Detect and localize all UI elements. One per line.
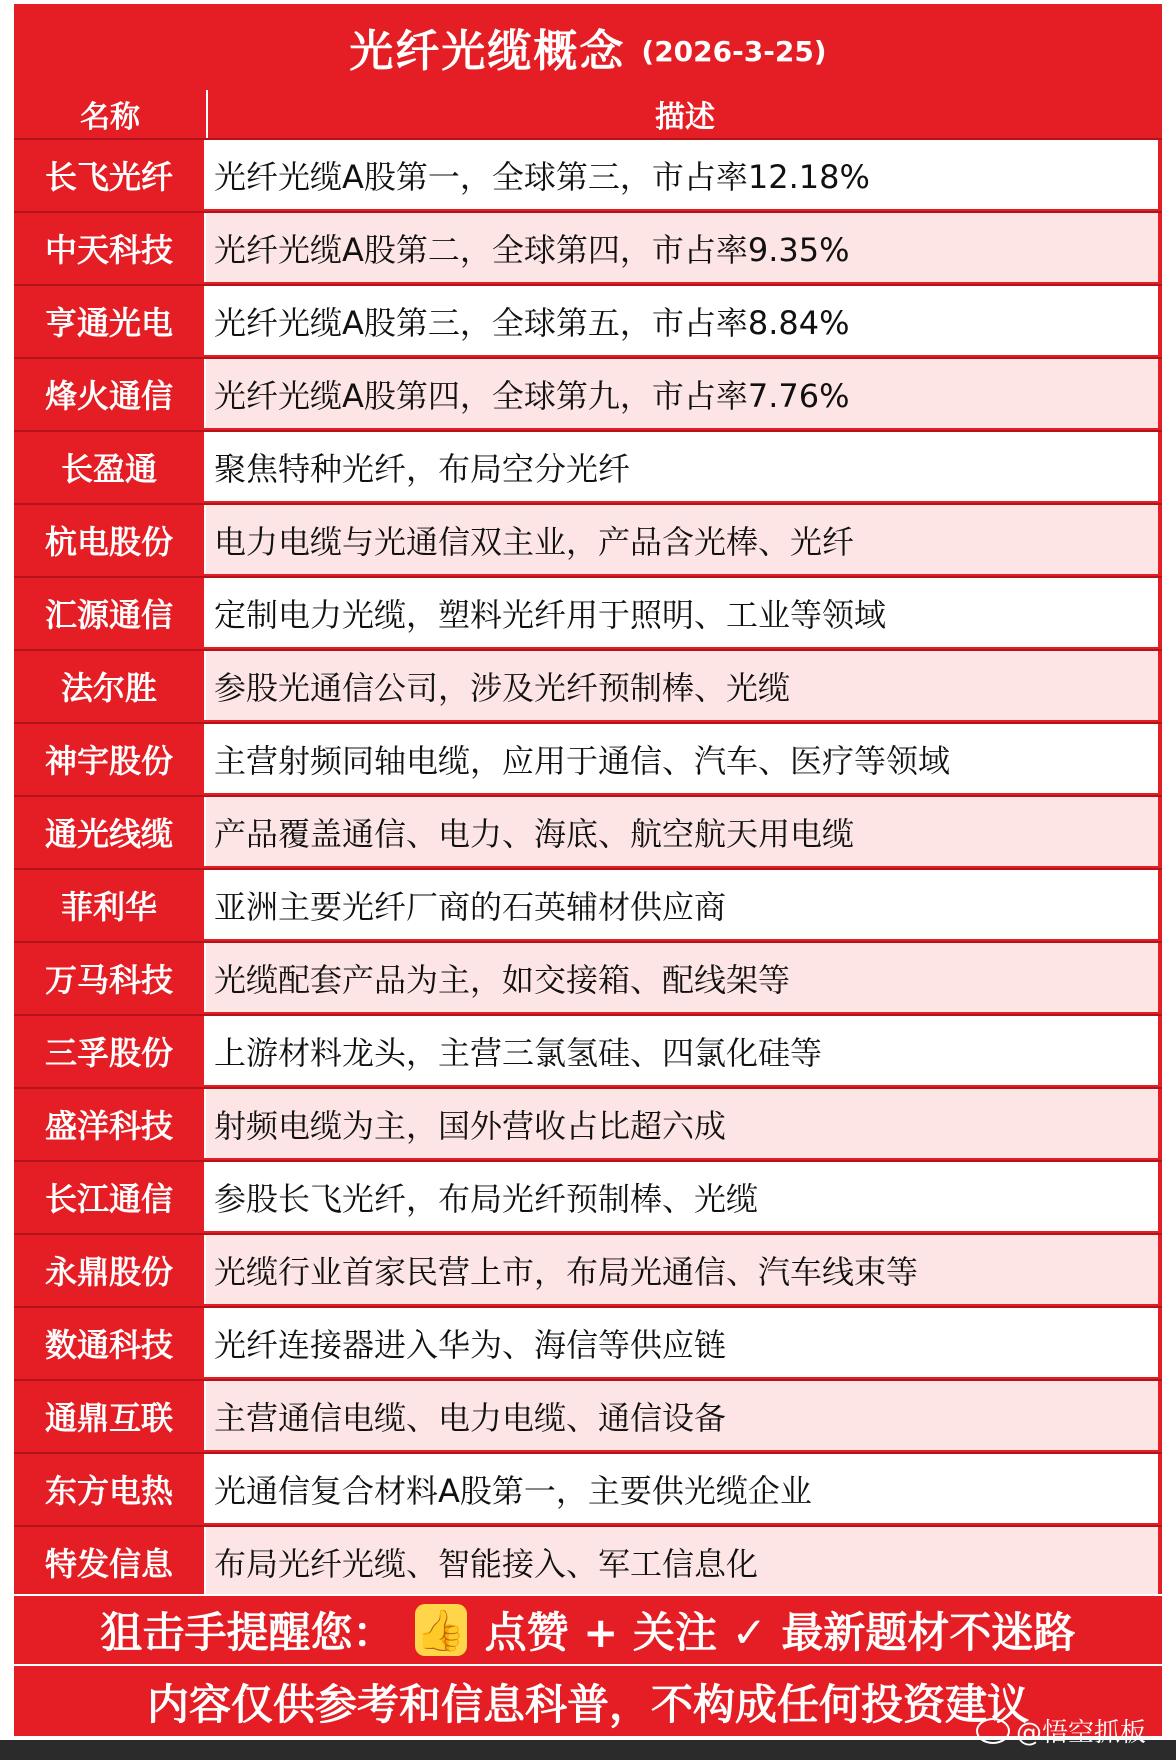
stock-name: 杭电股份: [14, 505, 206, 574]
reminder-suffix: 点赞 + 关注 ✓ 最新题材不迷路: [484, 1608, 1076, 1657]
stock-name: 汇源通信: [14, 578, 206, 647]
stock-description: 布局光纤光缆、智能接入、军工信息化: [206, 1527, 1158, 1596]
stock-name: 亨通光电: [14, 286, 206, 355]
stock-description: 光纤光缆A股第三，全球第五，市占率8.84%: [206, 286, 1158, 355]
stock-name: 盛洋科技: [14, 1089, 206, 1158]
stock-name: 长飞光纤: [14, 140, 206, 209]
table-row: [14, 357, 1162, 428]
stock-name: 中天科技: [14, 213, 206, 282]
table-row: [14, 138, 1162, 209]
stock-description: 光通信复合材料A股第一，主要供光缆企业: [206, 1454, 1158, 1523]
stock-name: 长江通信: [14, 1162, 206, 1231]
stock-description: 聚焦特种光纤，布局空分光纤: [206, 432, 1158, 501]
column-header-desc: 描述: [655, 100, 715, 135]
stock-name: 通鼎互联: [14, 1381, 206, 1450]
stock-description: 光纤光缆A股第二，全球第四，市占率9.35%: [206, 213, 1158, 282]
table-row: [14, 1306, 1162, 1377]
stock-description: 光缆行业首家民营上市，布局光通信、汽车线束等: [206, 1235, 1158, 1304]
stock-description: 参股长飞光纤，布局光纤预制棒、光缆: [206, 1162, 1158, 1231]
table-row: [14, 1452, 1162, 1523]
stock-description: 光纤连接器进入华为、海信等供应链: [206, 1308, 1158, 1377]
table-row: [14, 211, 1162, 282]
concept-table-page: [14, 4, 1162, 1736]
page-title: 光纤光缆概念: [349, 26, 626, 77]
table-row: [14, 1233, 1162, 1304]
table-row: [14, 576, 1162, 647]
stock-name: 通光线缆: [14, 797, 206, 866]
stock-name: 永鼎股份: [14, 1235, 206, 1304]
table-row: [14, 1379, 1162, 1450]
stock-description: 光纤光缆A股第四，全球第九，市占率7.76%: [206, 359, 1158, 428]
table-row: [14, 941, 1162, 1012]
column-header-name: 名称: [14, 90, 208, 138]
stock-name: 长盈通: [14, 432, 206, 501]
table-row: [14, 1525, 1162, 1596]
table-row: [14, 1160, 1162, 1231]
stock-name: 法尔胜: [14, 651, 206, 720]
table-row: [14, 430, 1162, 501]
table-row: [14, 722, 1162, 793]
table-row: [14, 284, 1162, 355]
thumbs-up-icon: 👍: [415, 1604, 467, 1656]
page-date: (2026-3-25): [641, 34, 827, 68]
table-row: [14, 649, 1162, 720]
stock-description: 定制电力光缆，塑料光纤用于照明、工业等领域: [206, 578, 1158, 647]
table-row: [14, 1087, 1162, 1158]
stock-name: 东方电热: [14, 1454, 206, 1523]
table-row: [14, 795, 1162, 866]
stock-description: 主营射频同轴电缆，应用于通信、汽车、医疗等领域: [206, 724, 1158, 793]
stock-description: 电力电缆与光通信双主业，产品含光棒、光纤: [206, 505, 1158, 574]
stock-description: 产品覆盖通信、电力、海底、航空航天用电缆: [206, 797, 1158, 866]
stock-name: 菲利华: [14, 870, 206, 939]
watermark-text: @悟空抓板: [1015, 1718, 1146, 1748]
stock-description: 参股光通信公司，涉及光纤预制棒、光缆: [206, 651, 1158, 720]
stock-description: 上游材料龙头，主营三氯氢硅、四氯化硅等: [206, 1016, 1158, 1085]
stock-name: 烽火通信: [14, 359, 206, 428]
stock-description: 主营通信电缆、电力电缆、通信设备: [206, 1381, 1158, 1450]
reminder-prefix: 狙击手提醒您：: [100, 1608, 395, 1657]
table-row: [14, 868, 1162, 939]
stock-description: 光缆配套产品为主，如交接箱、配线架等: [206, 943, 1158, 1012]
stock-description: 射频电缆为主，国外营收占比超六成: [206, 1089, 1158, 1158]
table-row: [14, 503, 1162, 574]
stock-name: 数通科技: [14, 1308, 206, 1377]
table-row: [14, 1014, 1162, 1085]
table-header: [14, 90, 1162, 138]
stock-name: 神宇股份: [14, 724, 206, 793]
stock-name: 特发信息: [14, 1527, 206, 1596]
title-bar: [14, 4, 1162, 90]
reminder-banner: [14, 1594, 1162, 1664]
stock-name: 三孚股份: [14, 1016, 206, 1085]
watermark: [976, 1712, 1146, 1749]
stock-table: [14, 138, 1162, 1598]
stock-description: 光纤光缆A股第一，全球第三，市占率12.18%: [206, 140, 1158, 209]
disclaimer-text: 内容仅供参考和信息科普，不构成任何投资建议: [146, 1680, 1029, 1729]
weibo-icon: [976, 1718, 1010, 1744]
stock-description: 亚洲主要光纤厂商的石英辅材供应商: [206, 870, 1158, 939]
stock-name: 万马科技: [14, 943, 206, 1012]
